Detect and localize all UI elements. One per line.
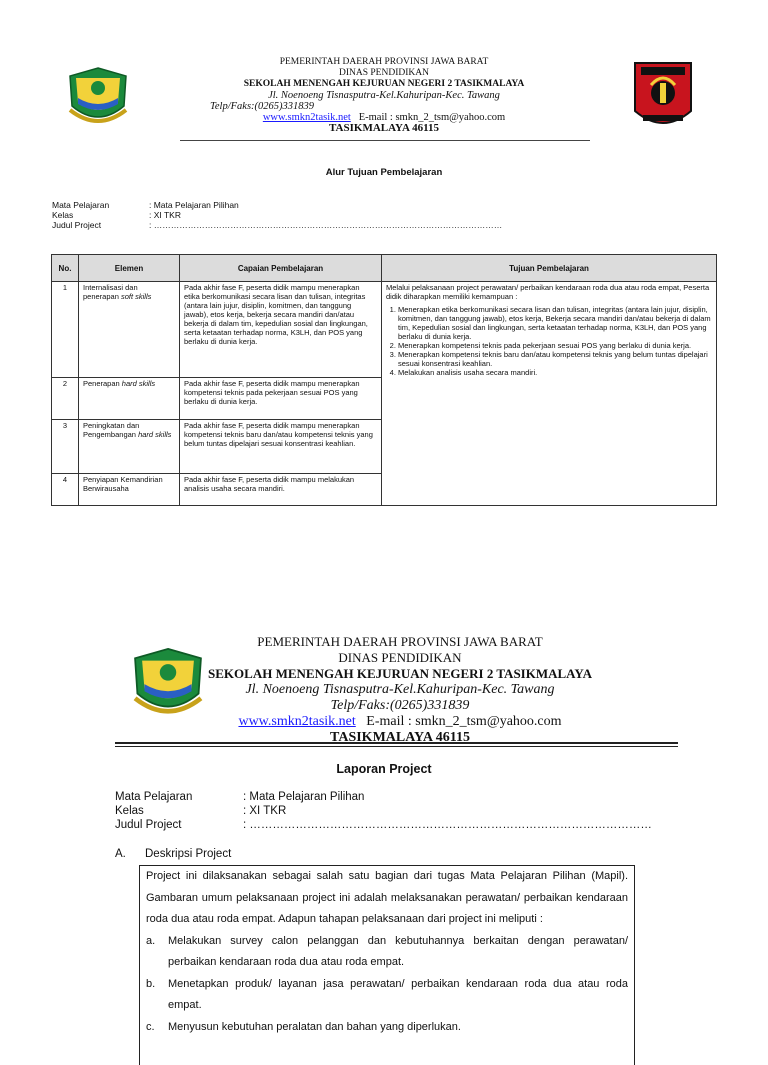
meta-value: : XI TKR: [149, 210, 181, 220]
page2-meta: [115, 790, 652, 832]
meta-key: Kelas: [115, 805, 144, 817]
letterhead-1: [200, 57, 568, 134]
meta-value: : Mata Pelajaran Pilihan: [149, 200, 239, 210]
list-item: b. Menetapkan produk/ layanan jasa perawatan/ perbaikan kendaraan roda dua atau roda empat.: [146, 977, 628, 1011]
website-link[interactable]: www.smkn2tasik.net: [262, 112, 351, 123]
letterhead-dept: DINAS PENDIDIKAN: [339, 68, 429, 78]
letterhead-school: SEKOLAH MENENGAH KEJURUAN NEGERI 2 TASIKMALAYA: [243, 79, 525, 89]
meta-key: Judul Project: [52, 220, 102, 230]
letterhead-dept: DINAS PENDIDIKAN: [338, 650, 462, 665]
meta-value: : ……………………………………………………………………………………………: [243, 819, 652, 831]
header-rule-thin: [115, 746, 678, 747]
row-elemen: Penerapan hard skills: [79, 378, 180, 420]
table-row: [52, 474, 717, 506]
meta-key: Judul Project: [115, 819, 182, 831]
header-rule: [115, 742, 678, 744]
tujuan-intro: Melalui pelaksanaan project perawatan/ perbaikan kendaraan roda dua atau roda empat, Peserta didik diharapkan memiliki kemampuan :: [386, 283, 710, 301]
meta-key: Kelas: [52, 210, 74, 220]
provincial-logo: [64, 66, 132, 128]
section-letter: A.: [115, 848, 126, 860]
email-text: E-mail : smkn_2_tsm@yahoo.com: [366, 714, 562, 729]
section-heading: [115, 848, 231, 860]
page1-meta: [52, 200, 502, 230]
letterhead-gov: PEMERINTAH DAERAH PROVINSI JAWA BARAT: [279, 57, 489, 67]
meta-key: Mata Pelajaran: [115, 791, 193, 803]
meta-value: : Mata Pelajaran Pilihan: [243, 791, 365, 803]
letterhead-address: Jl. Noenoeng Tisnasputra-Kel.Kahuripan-Kec. Tawang: [268, 90, 500, 101]
row-elemen: Penyiapan Kemandirian Berwirausaha: [79, 474, 180, 506]
table-header-row: [52, 255, 717, 282]
description-paragraph: Project ini dilaksanakan sebagai salah satu bagian dari tugas Mata Pelajaran Pilihan (Mapil). Gambaran umum pelaksanaan project ini adalah melaksanakan perawatan/ perbaikan kendaraan roda dua atau roda empat. Adapun tahapan pelaksanaan dari project ini meliputi :: [146, 870, 628, 925]
row-no: 2: [52, 378, 79, 420]
letterhead-city: TASIKMALAYA 46115: [330, 730, 470, 745]
table-row: [52, 282, 717, 378]
letterhead-phone: Telp/Faks:(0265)331839: [210, 101, 315, 112]
letterhead-gov: PEMERINTAH DAERAH PROVINSI JAWA BARAT: [257, 634, 543, 649]
col-header-tujuan: Tujuan Pembelajaran: [382, 255, 717, 282]
letterhead-phone: Telp/Faks:(0265)331839: [330, 698, 470, 713]
header-rule: [180, 140, 590, 141]
website-link[interactable]: www.smkn2tasik.net: [238, 714, 356, 729]
row-capaian: Pada akhir fase F, peserta didik mampu menerapkan etika berkomunikasi secara lisan dan tulisan, integritas (antara lain jujur, disiplin, komitmen, dan tanggung jawab), etos kerja, bekerja secara mandiri dan/atau bekerja di dalam tim, kepedulian sosial dan lingkungan, serta ketaatan terhadap norma, K3LH, dan POS yang berlaku di dunia kerja.: [180, 282, 382, 378]
letterhead-school: SEKOLAH MENENGAH KEJURUAN NEGERI 2 TASIKMALAYA: [208, 666, 592, 681]
row-capaian: Pada akhir fase F, peserta didik mampu menerapkan kompetensi teknis baru dan/atau kompetensi teknis yang belum tuntas dipelajari sesuai konsentrasi keahlian.: [180, 420, 382, 474]
section-title: Deskripsi Project: [145, 848, 232, 860]
learning-flow-table: [51, 254, 717, 506]
tujuan-list: [386, 305, 712, 377]
tujuan-cell-tail: [382, 474, 717, 506]
letterhead-city: TASIKMALAYA 46115: [329, 122, 439, 134]
list-item: a. Melakukan survey calon pelanggan dan kebutuhannya berkaitan dengan perawatan/ perbaikan kendaraan roda dua atau roda empat.: [146, 934, 628, 968]
tujuan-cell: [382, 282, 717, 474]
row-no: 4: [52, 474, 79, 506]
page1-title: Alur Tujuan Pembelajaran: [325, 167, 443, 178]
letterhead-address: Jl. Noenoeng Tisnasputra-Kel.Kahuripan-Kec. Tawang: [245, 682, 555, 697]
letterhead-2: [205, 634, 595, 746]
row-capaian: Pada akhir fase F, peserta didik mampu melakukan analisis usaha secara mandiri.: [180, 474, 382, 506]
list-item: 4. Melakukan analisis usaha secara mandiri.: [398, 368, 712, 377]
provincial-logo: [128, 646, 208, 720]
meta-key: Mata Pelajaran: [52, 200, 110, 210]
col-header-no: No.: [52, 255, 79, 282]
row-no: 3: [52, 420, 79, 474]
row-capaian: Pada akhir fase F, peserta didik mampu menerapkan kompetensi teknis pada pekerjaan sesuai POS yang berlaku di dunia kerja.: [180, 378, 382, 420]
row-elemen: Peningkatan dan Pengembangan hard skills: [79, 420, 180, 474]
project-description-box: [139, 865, 635, 1065]
list-item: 2. Menerapkan kompetensi teknis pada pekerjaan sesuai POS yang berlaku di dunia kerja.: [398, 341, 712, 350]
list-item: 3. Menerapkan kompetensi teknis baru dan/atau kompetensi teknis yang belum tuntas dipelajari sesuai konsentrasi keahlian.: [398, 350, 712, 368]
col-header-capaian: Capaian Pembelajaran: [180, 255, 382, 282]
list-item: 1. Menerapkan etika berkomunikasi secara lisan dan tulisan, integritas (antara lain jujur, disiplin, komitmen, dan tanggung jawab), etos kerja, Bekerja secara mandiri dan/atau bekerja di dalam tim, Kepedulian sosial dan lingkungan, serta ketaatan terhadap norma, K3LH, dan POS yang berlaku di dunia kerja.: [398, 305, 712, 341]
email-text: E-mail : smkn_2_tsm@yahoo.com: [358, 112, 506, 123]
row-elemen: Internalisasi dan penerapan soft skills: [79, 282, 180, 378]
meta-value: : XI TKR: [243, 805, 287, 817]
list-item: c. Menyusun kebutuhan peralatan dan bahan yang diperlukan.: [146, 1020, 461, 1033]
meta-value: : ……………………………………………………………………………………………………………: [149, 220, 503, 230]
row-no: 1: [52, 282, 79, 378]
col-header-elemen: Elemen: [79, 255, 180, 282]
school-logo: [633, 61, 693, 133]
page2-title: Laporan Project: [336, 762, 432, 776]
